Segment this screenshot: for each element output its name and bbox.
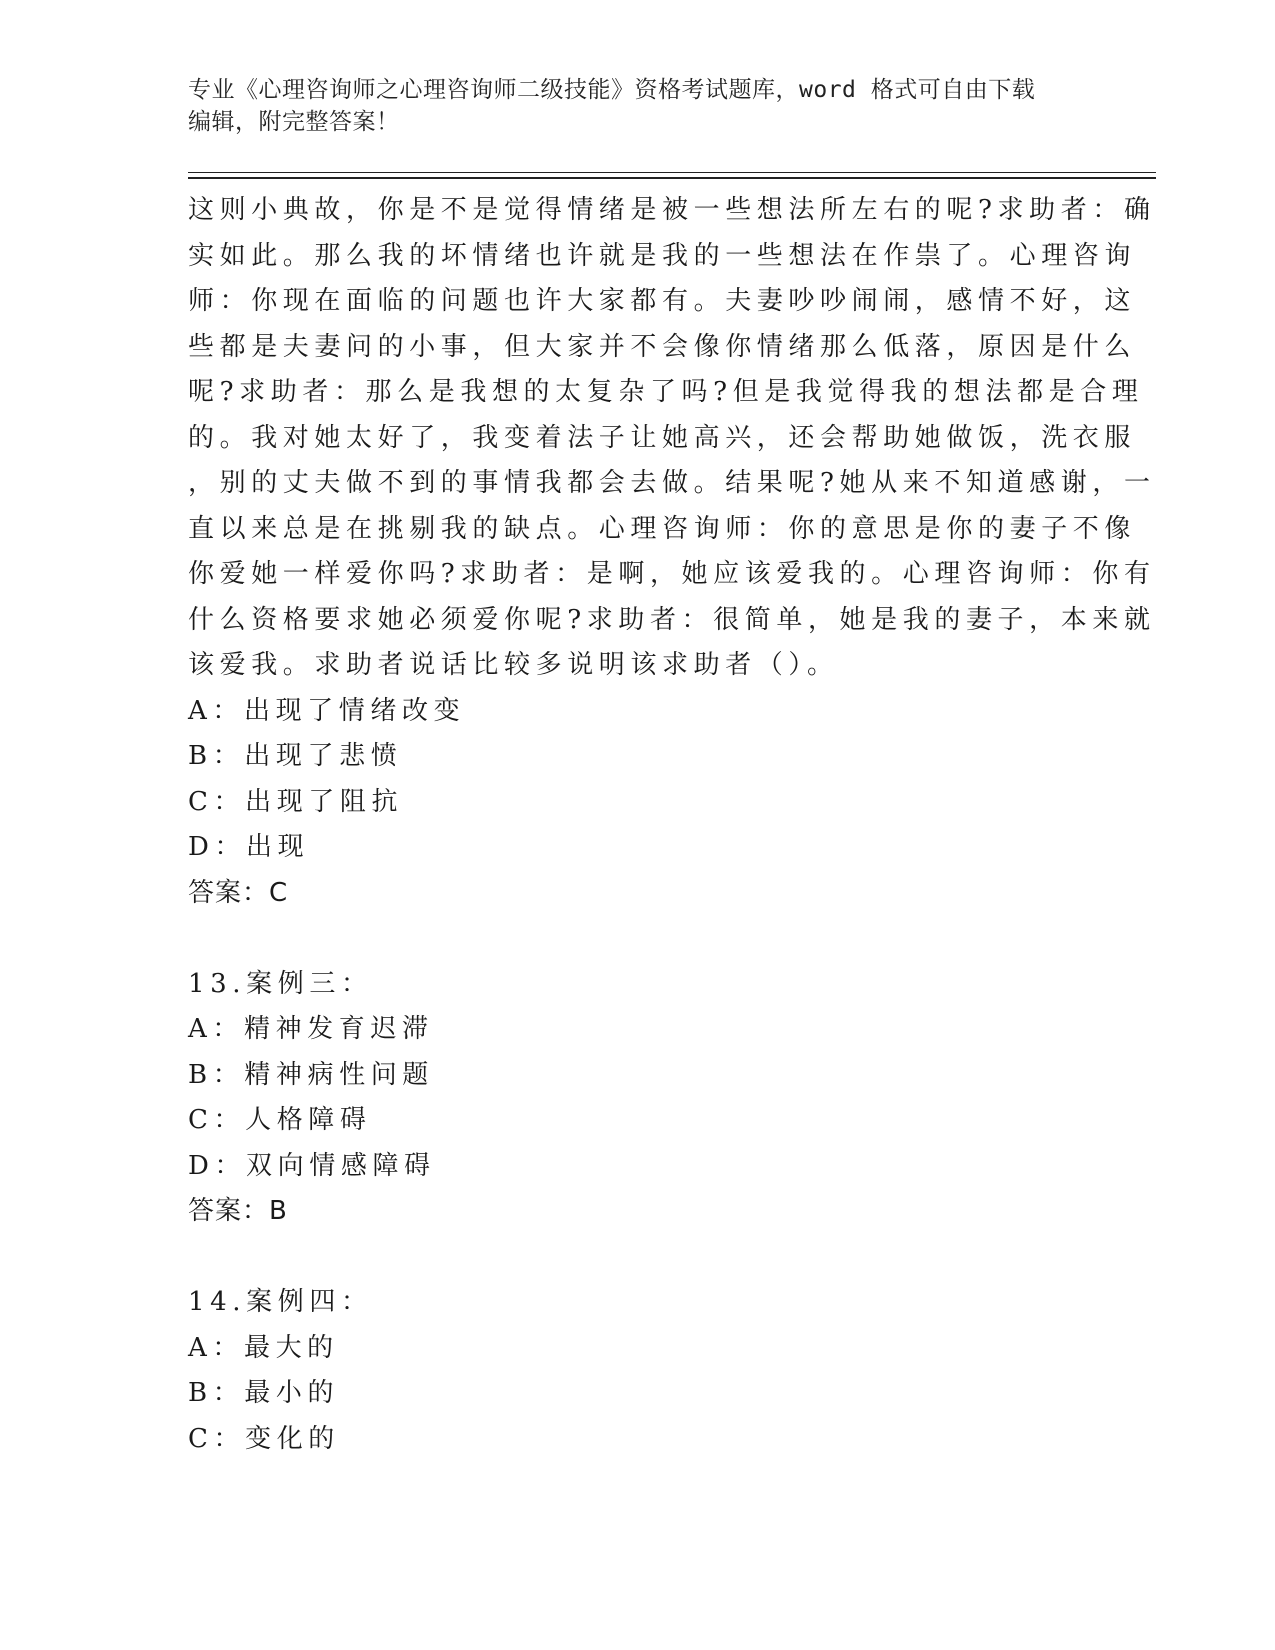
spacer — [188, 1235, 1088, 1281]
spacer — [188, 916, 1088, 962]
answer-line: 答案：B — [188, 1196, 288, 1226]
question-12 — [188, 188, 1156, 916]
question-stem-line: 的。我对她太好了，我变着法子让她高兴，还会帮助她做饭，洗衣服 — [188, 422, 1137, 453]
question-stem-line: 直以来总是在挑剔我的缺点。心理咨询师：你的意思是你的妻子不像 — [188, 513, 1137, 544]
question-stem-line: 些都是夫妻问的小事，但大家并不会像你情绪那么低落，原因是什么 — [188, 331, 1137, 362]
option-c: C：人格障碍 — [188, 1105, 372, 1135]
answer-line: 答案：C — [188, 877, 289, 908]
option-b: B：精神病性问题 — [188, 1059, 434, 1090]
question-stem-line: 师：你现在面临的问题也许大家都有。夫妻吵吵闹闹，感情不好，这 — [188, 286, 1137, 316]
question-stem-line: ，别的丈夫做不到的事情我都会去做。结果呢?她从来不知道感谢，一 — [188, 468, 1156, 498]
header-line-2: 编辑，附完整答案！ — [188, 109, 400, 135]
question-stem-line: 你爱她一样爱你吗?求助者：是啊，她应该爱我的。心理咨询师：你有 — [188, 559, 1156, 589]
question-stem-line: 实如此。那么我的坏情绪也许就是我的一些想法在作祟了。心理咨询 — [188, 240, 1137, 271]
question-title: 14.案例四： — [188, 1287, 373, 1317]
document-body — [188, 188, 1156, 1462]
option-b: B：出现了悲愤 — [188, 741, 403, 771]
option-b: B：最小的 — [188, 1378, 340, 1408]
question-stem-line: 该爱我。求助者说话比较多说明该求助者（）。 — [188, 650, 839, 680]
option-a: A：精神发育迟滞 — [188, 1014, 434, 1044]
question-14 — [188, 1280, 1088, 1462]
header-rule-thin — [188, 172, 1156, 173]
option-a: A：最大的 — [188, 1332, 339, 1363]
option-d: D：双向情感障碍 — [188, 1150, 436, 1181]
page-header — [188, 74, 1068, 138]
header-rule-thick — [188, 177, 1156, 179]
question-13 — [188, 962, 1088, 1235]
question-stem-line: 这则小典故，你是不是觉得情绪是被一些想法所左右的呢?求助者：确 — [188, 195, 1156, 225]
question-stem-line: 什么资格要求她必须爱你呢?求助者：很简单，她是我的妻子，本来就 — [188, 604, 1156, 635]
question-stem-line: 呢?求助者：那么是我想的太复杂了吗?但是我觉得我的想法都是合理 — [188, 377, 1144, 407]
option-c: C：变化的 — [188, 1423, 340, 1454]
option-a: A：出现了情绪改变 — [188, 695, 466, 726]
option-d: D：出现 — [188, 832, 310, 862]
question-title: 13.案例三： — [188, 968, 373, 999]
option-c: C：出现了阻抗 — [188, 786, 404, 817]
header-line-1: 专业《心理咨询师之心理咨询师二级技能》资格考试题库，word 格式可自由下载 — [188, 77, 1036, 103]
